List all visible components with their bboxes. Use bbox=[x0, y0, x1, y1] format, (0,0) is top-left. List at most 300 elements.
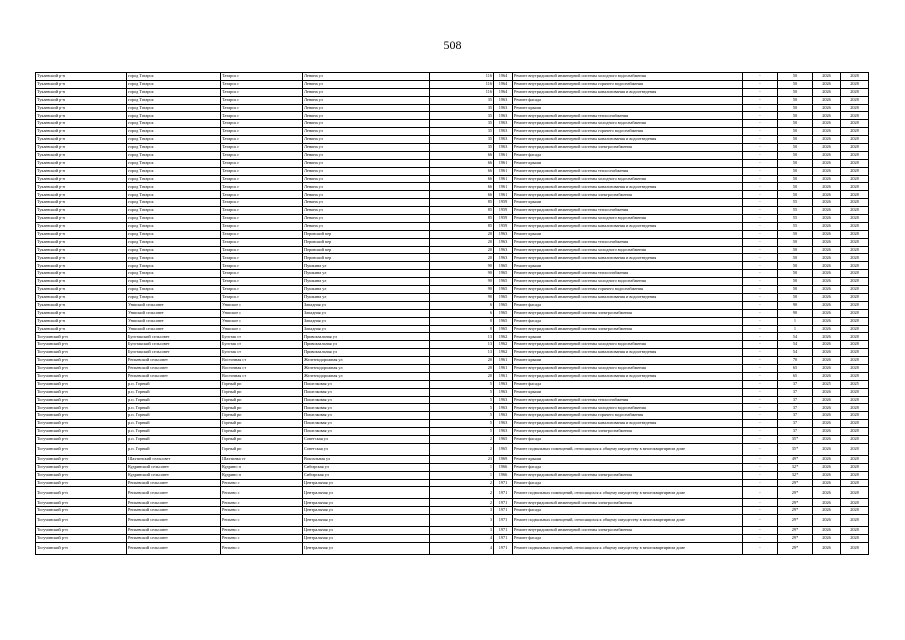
cell-start-year: 2026 bbox=[813, 463, 841, 471]
cell-house-number: 66 bbox=[430, 167, 494, 175]
cell-municipality: город Татарск bbox=[127, 96, 221, 104]
cell-end-year: 2028 bbox=[841, 293, 869, 301]
cell-build-year: 1965 bbox=[494, 301, 513, 309]
cell-start-year: 2026 bbox=[813, 404, 841, 412]
cell-dash: - bbox=[743, 404, 778, 412]
cell-work-type: Ремонт внутридомовой инженерной системы теплоснабжения bbox=[513, 207, 743, 215]
cell-work-type: Ремонт внутридомовой инженерной системы холодного водоснабжения bbox=[513, 120, 743, 128]
cell-start-year: 2026 bbox=[813, 191, 841, 199]
cell-wear-percent: 29* bbox=[778, 479, 813, 487]
cell-municipality: р.п. Горный bbox=[127, 420, 221, 428]
cell-wear-percent: 65 bbox=[778, 372, 813, 380]
table-row bbox=[36, 404, 869, 412]
cell-build-year: 1962 bbox=[494, 333, 513, 341]
cell-work-type: Ремонт внутридомовой инженерной системы холодного водоснабжения bbox=[513, 215, 743, 223]
cell-street: Ленина ул bbox=[303, 183, 430, 191]
cell-district: Тогучинский р-н bbox=[36, 542, 127, 554]
cell-build-year: 1962 bbox=[494, 341, 513, 349]
cell-dash: - bbox=[743, 199, 778, 207]
cell-settlement: Репьево с bbox=[221, 515, 303, 527]
cell-street: Центральная ул bbox=[303, 535, 430, 543]
cell-street: Ленина ул bbox=[303, 96, 430, 104]
cell-dash: - bbox=[743, 191, 778, 199]
table-row bbox=[36, 349, 869, 357]
cell-street: Ленина ул bbox=[303, 151, 430, 159]
cell-settlement: Шахтинка ст bbox=[221, 455, 303, 463]
cell-municipality: Кудринский сельсовет bbox=[127, 471, 221, 479]
cell-work-type: Ремонт внутридомовой инженерной системы теплоснабжения bbox=[513, 270, 743, 278]
table-row bbox=[36, 535, 869, 543]
cell-start-year: 2026 bbox=[813, 341, 841, 349]
cell-build-year: 1965 bbox=[494, 278, 513, 286]
cell-house-number: 13 bbox=[430, 349, 494, 357]
cell-house-number: 85 bbox=[430, 215, 494, 223]
cell-settlement: Татарск г bbox=[221, 183, 303, 191]
cell-start-year: 2026 bbox=[813, 207, 841, 215]
cell-municipality: р.п. Горный bbox=[127, 404, 221, 412]
cell-wear-percent: 50 bbox=[778, 286, 813, 294]
cell-house-number: 66 bbox=[430, 175, 494, 183]
cell-municipality: город Татарск bbox=[127, 88, 221, 96]
cell-district: Тогучинский р-н bbox=[36, 357, 127, 365]
cell-build-year: 1971 bbox=[494, 527, 513, 535]
cell-wear-percent: 50 bbox=[778, 144, 813, 152]
cell-end-year: 2028 bbox=[841, 112, 869, 120]
cell-start-year: 2026 bbox=[813, 120, 841, 128]
cell-municipality: Репьевский сельсовет bbox=[127, 357, 221, 365]
cell-district: Тукаевский р-н bbox=[36, 293, 127, 301]
cell-district: Тукаевский р-н bbox=[36, 325, 127, 333]
cell-dash: - bbox=[743, 278, 778, 286]
cell-district: Тукаевский р-н bbox=[36, 238, 127, 246]
cell-municipality: Репьевский сельсовет bbox=[127, 499, 221, 507]
cell-wear-percent: 50 bbox=[778, 88, 813, 96]
cell-build-year: 1963 bbox=[494, 396, 513, 404]
cell-house-number: 13 bbox=[430, 333, 494, 341]
cell-end-year: 2028 bbox=[841, 270, 869, 278]
cell-wear-percent: 29* bbox=[778, 507, 813, 515]
cell-wear-percent: 37 bbox=[778, 396, 813, 404]
cell-work-type: Ремонт внутридомовой инженерной системы холодного водоснабжения bbox=[513, 278, 743, 286]
cell-street: Центральная ул bbox=[303, 479, 430, 487]
cell-work-type: Ремонт фасада bbox=[513, 96, 743, 104]
cell-build-year: 1971 bbox=[494, 479, 513, 487]
cell-district: Тукаевский р-н bbox=[36, 144, 127, 152]
cell-start-year: 2025 bbox=[813, 380, 841, 388]
table-body bbox=[36, 73, 869, 555]
cell-end-year: 2028 bbox=[841, 507, 869, 515]
cell-street: Ленина ул bbox=[303, 104, 430, 112]
cell-build-year: 1963 bbox=[494, 428, 513, 436]
cell-end-year: 2028 bbox=[841, 463, 869, 471]
cell-end-year: 2028 bbox=[841, 80, 869, 88]
cell-settlement: Репьево с bbox=[221, 535, 303, 543]
cell-settlement: Татарск г bbox=[221, 254, 303, 262]
cell-wear-percent: 54 bbox=[778, 333, 813, 341]
cell-street: Железнодорожная ул bbox=[303, 364, 430, 372]
cell-house-number: 85 bbox=[430, 207, 494, 215]
cell-street: Перовский пер bbox=[303, 246, 430, 254]
cell-municipality: Репьевский сельсовет bbox=[127, 479, 221, 487]
cell-municipality: город Татарск bbox=[127, 254, 221, 262]
table-row bbox=[36, 167, 869, 175]
cell-district: Тукаевский р-н bbox=[36, 136, 127, 144]
cell-dash: - bbox=[743, 388, 778, 396]
cell-street: Ленина ул bbox=[303, 144, 430, 152]
cell-settlement: Татарск г bbox=[221, 88, 303, 96]
cell-municipality: р.п. Горный bbox=[127, 428, 221, 436]
cell-municipality: город Татарск bbox=[127, 112, 221, 120]
cell-house-number: 13 bbox=[430, 341, 494, 349]
cell-work-type: Ремонт подвальных помещений, относящихся к общему имуществу в многоквартирном доме bbox=[513, 542, 743, 554]
cell-house-number: 116 bbox=[430, 80, 494, 88]
cell-street: Ленина ул bbox=[303, 128, 430, 136]
cell-district: Тукаевский р-н bbox=[36, 286, 127, 294]
table-row bbox=[36, 128, 869, 136]
cell-work-type: Ремонт крыши bbox=[513, 159, 743, 167]
cell-settlement: Татарск г bbox=[221, 175, 303, 183]
cell-end-year: 2028 bbox=[841, 317, 869, 325]
table-row bbox=[36, 88, 869, 96]
cell-dash: - bbox=[743, 246, 778, 254]
cell-house-number: 35 bbox=[430, 136, 494, 144]
cell-district: Тукаевский р-н bbox=[36, 88, 127, 96]
cell-settlement: Восточная ст bbox=[221, 357, 303, 365]
cell-work-type: Ремонт внутридомовой инженерной системы горячего водоснабжения bbox=[513, 286, 743, 294]
cell-wear-percent: 37 bbox=[778, 428, 813, 436]
cell-dash: - bbox=[743, 412, 778, 420]
cell-end-year: 2028 bbox=[841, 286, 869, 294]
cell-build-year: 1961 bbox=[494, 175, 513, 183]
cell-work-type: Ремонт внутридомовой инженерной системы канализования и водоотведения bbox=[513, 183, 743, 191]
cell-street: Ленина ул bbox=[303, 80, 430, 88]
cell-dash: - bbox=[743, 120, 778, 128]
cell-district: Тукаевский р-н bbox=[36, 80, 127, 88]
table-row bbox=[36, 144, 869, 152]
cell-street: Советская ул bbox=[303, 435, 430, 443]
cell-end-year: 2028 bbox=[841, 404, 869, 412]
cell-house-number: 20 bbox=[430, 246, 494, 254]
cell-end-year: 2028 bbox=[841, 120, 869, 128]
cell-house-number: 20 bbox=[430, 230, 494, 238]
cell-municipality: город Татарск bbox=[127, 159, 221, 167]
cell-settlement: Татарск г bbox=[221, 238, 303, 246]
cell-house-number: 1 bbox=[430, 463, 494, 471]
cell-settlement: Татарск г bbox=[221, 151, 303, 159]
cell-house-number: 5 bbox=[430, 380, 494, 388]
cell-start-year: 2026 bbox=[813, 262, 841, 270]
cell-street: Центральная ул bbox=[303, 542, 430, 554]
cell-work-type: Ремонт внутридомовой инженерной системы теплоснабжения bbox=[513, 238, 743, 246]
cell-end-year: 2028 bbox=[841, 207, 869, 215]
cell-start-year: 2026 bbox=[813, 293, 841, 301]
cell-house-number: 20 bbox=[430, 357, 494, 365]
cell-street: Привокзальная ул bbox=[303, 341, 430, 349]
table-row bbox=[36, 230, 869, 238]
cell-district: Тогучинский р-н bbox=[36, 435, 127, 443]
cell-house-number: 3 bbox=[430, 507, 494, 515]
cell-dash: - bbox=[743, 435, 778, 443]
table-row bbox=[36, 435, 869, 443]
cell-district: Тогучинский р-н bbox=[36, 372, 127, 380]
cell-settlement: Татарск г bbox=[221, 104, 303, 112]
cell-work-type: Ремонт внутридомовой инженерной системы теплоснабжения bbox=[513, 112, 743, 120]
cell-build-year: 1971 bbox=[494, 542, 513, 554]
cell-start-year: 2026 bbox=[813, 499, 841, 507]
cell-house-number: 35 bbox=[430, 128, 494, 136]
cell-work-type: Ремонт внутридомовой инженерной системы горячего водоснабжения bbox=[513, 412, 743, 420]
cell-end-year: 2028 bbox=[841, 364, 869, 372]
cell-start-year: 2026 bbox=[813, 396, 841, 404]
cell-work-type: Ремонт внутридомовой инженерной системы канализования и водоотведения bbox=[513, 254, 743, 262]
cell-house-number: 5 bbox=[430, 388, 494, 396]
cell-municipality: Уншский сельсовет bbox=[127, 317, 221, 325]
table-row bbox=[36, 507, 869, 515]
page-number: 508 bbox=[443, 38, 462, 52]
cell-wear-percent: 37 bbox=[778, 412, 813, 420]
cell-wear-percent: 29* bbox=[778, 535, 813, 543]
cell-build-year: 1966 bbox=[494, 471, 513, 479]
cell-dash: - bbox=[743, 112, 778, 120]
cell-settlement: Татарск г bbox=[221, 286, 303, 294]
cell-district: Тукаевский р-н bbox=[36, 270, 127, 278]
cell-municipality: р.п. Горный bbox=[127, 435, 221, 443]
cell-wear-percent: 55 bbox=[778, 207, 813, 215]
cell-wear-percent: 50 bbox=[778, 293, 813, 301]
cell-settlement: Татарск г bbox=[221, 262, 303, 270]
cell-settlement: Уншское с bbox=[221, 317, 303, 325]
cell-district: Тогучинский р-н bbox=[36, 515, 127, 527]
cell-house-number: 8 bbox=[430, 325, 494, 333]
cell-build-year: 1962 bbox=[494, 349, 513, 357]
table-row bbox=[36, 479, 869, 487]
cell-house-number: 66 bbox=[430, 159, 494, 167]
cell-start-year: 2026 bbox=[813, 80, 841, 88]
cell-municipality: город Татарск bbox=[127, 191, 221, 199]
cell-municipality: город Татарск bbox=[127, 262, 221, 270]
cell-start-year: 2026 bbox=[813, 175, 841, 183]
cell-work-type: Ремонт фасада bbox=[513, 301, 743, 309]
cell-end-year: 2028 bbox=[841, 471, 869, 479]
table-row bbox=[36, 120, 869, 128]
cell-wear-percent: 50 bbox=[778, 96, 813, 104]
cell-district: Тукаевский р-н bbox=[36, 112, 127, 120]
cell-district: Тукаевский р-н bbox=[36, 222, 127, 230]
cell-wear-percent: 55 bbox=[778, 222, 813, 230]
cell-house-number: 35 bbox=[430, 104, 494, 112]
cell-municipality: Репьевский сельсовет bbox=[127, 507, 221, 515]
cell-wear-percent: 55 bbox=[778, 199, 813, 207]
cell-start-year: 2026 bbox=[813, 230, 841, 238]
cell-street: Ленина ул bbox=[303, 191, 430, 199]
cell-work-type: Ремонт подвальных помещений, относящихся к общему имуществу в многоквартирном доме bbox=[513, 443, 743, 455]
cell-wear-percent: 49* bbox=[778, 455, 813, 463]
cell-municipality: город Татарск bbox=[127, 144, 221, 152]
cell-build-year: 1971 bbox=[494, 515, 513, 527]
cell-house-number: 2 bbox=[430, 443, 494, 455]
cell-end-year: 2028 bbox=[841, 144, 869, 152]
cell-house-number: 2 bbox=[430, 487, 494, 499]
cell-dash: - bbox=[743, 349, 778, 357]
cell-wear-percent: 90 bbox=[778, 301, 813, 309]
cell-house-number: 90 bbox=[430, 293, 494, 301]
cell-start-year: 2026 bbox=[813, 325, 841, 333]
cell-house-number: 6 bbox=[430, 309, 494, 317]
cell-street: Пошелковая ул bbox=[303, 412, 430, 420]
cell-work-type: Ремонт внутридомовой инженерной системы горячего водоснабжения bbox=[513, 80, 743, 88]
cell-district: Тогучинский р-н bbox=[36, 341, 127, 349]
cell-dash: - bbox=[743, 380, 778, 388]
cell-municipality: Репьевский сельсовет bbox=[127, 535, 221, 543]
cell-work-type: Ремонт крыши bbox=[513, 230, 743, 238]
cell-municipality: город Татарск bbox=[127, 167, 221, 175]
cell-street: Ленина ул bbox=[303, 215, 430, 223]
cell-build-year: 1959 bbox=[494, 199, 513, 207]
cell-settlement: Кудрино п bbox=[221, 471, 303, 479]
cell-settlement: Татарск г bbox=[221, 96, 303, 104]
cell-settlement: Кудрино п bbox=[221, 463, 303, 471]
cell-wear-percent: 50 bbox=[778, 246, 813, 254]
cell-wear-percent: 37 bbox=[778, 380, 813, 388]
cell-wear-percent: 50 bbox=[778, 238, 813, 246]
cell-district: Тукаевский р-н bbox=[36, 215, 127, 223]
cell-street: Железнодорожная ул bbox=[303, 357, 430, 365]
cell-street: Перовский пер bbox=[303, 230, 430, 238]
cell-dash: - bbox=[743, 159, 778, 167]
cell-house-number: 66 bbox=[430, 151, 494, 159]
cell-settlement: Татарск г bbox=[221, 144, 303, 152]
table-row bbox=[36, 309, 869, 317]
cell-dash: - bbox=[743, 443, 778, 455]
cell-work-type: Ремонт внутридомовой инженерной системы электроснабжения bbox=[513, 325, 743, 333]
cell-build-year: 1959 bbox=[494, 207, 513, 215]
cell-municipality: Буготакский сельсовет bbox=[127, 349, 221, 357]
cell-street: Пушкина ул bbox=[303, 270, 430, 278]
cell-dash: - bbox=[743, 428, 778, 436]
cell-street: Ленина ул bbox=[303, 73, 430, 81]
cell-street: Пошелковая ул bbox=[303, 428, 430, 436]
cell-end-year: 2028 bbox=[841, 262, 869, 270]
cell-district: Тукаевский р-н bbox=[36, 73, 127, 81]
cell-end-year: 2028 bbox=[841, 191, 869, 199]
cell-street: Центральная ул bbox=[303, 515, 430, 527]
cell-start-year: 2026 bbox=[813, 112, 841, 120]
cell-end-year: 2028 bbox=[841, 199, 869, 207]
cell-municipality: Репьевский сельсовет bbox=[127, 542, 221, 554]
cell-dash: - bbox=[743, 167, 778, 175]
cell-district: Тогучинский р-н bbox=[36, 396, 127, 404]
cell-settlement: Татарск г bbox=[221, 112, 303, 120]
cell-start-year: 2026 bbox=[813, 388, 841, 396]
cell-start-year: 2026 bbox=[813, 455, 841, 463]
table-row bbox=[36, 317, 869, 325]
cell-municipality: Буготакский сельсовет bbox=[127, 341, 221, 349]
cell-street: Центральная ул bbox=[303, 527, 430, 535]
cell-district: Тогучинский р-н bbox=[36, 443, 127, 455]
document-table-container bbox=[35, 72, 868, 555]
cell-dash: - bbox=[743, 222, 778, 230]
cell-house-number: 8 bbox=[430, 317, 494, 325]
cell-house-number: 90 bbox=[430, 262, 494, 270]
cell-municipality: город Татарск bbox=[127, 104, 221, 112]
cell-settlement: Горный рп bbox=[221, 380, 303, 388]
cell-start-year: 2026 bbox=[813, 479, 841, 487]
cell-work-type: Ремонт внутридомовой инженерной системы электроснабжения bbox=[513, 499, 743, 507]
cell-end-year: 2028 bbox=[841, 183, 869, 191]
cell-street: Сибирская ул bbox=[303, 463, 430, 471]
table-row bbox=[36, 96, 869, 104]
cell-street: Западная ул bbox=[303, 325, 430, 333]
cell-end-year: 2028 bbox=[841, 333, 869, 341]
cell-district: Тукаевский р-н bbox=[36, 183, 127, 191]
cell-municipality: Уншский сельсовет bbox=[127, 301, 221, 309]
cell-end-year: 2028 bbox=[841, 159, 869, 167]
cell-house-number: 35 bbox=[430, 120, 494, 128]
table-row bbox=[36, 527, 869, 535]
cell-street: Пушкина ул bbox=[303, 293, 430, 301]
cell-start-year: 2026 bbox=[813, 535, 841, 543]
cell-wear-percent: 50 bbox=[778, 73, 813, 81]
cell-district: Тукаевский р-н bbox=[36, 167, 127, 175]
cell-settlement: Татарск г bbox=[221, 222, 303, 230]
cell-dash: - bbox=[743, 396, 778, 404]
cell-build-year: 1964 bbox=[494, 73, 513, 81]
cell-work-type: Ремонт фасада bbox=[513, 317, 743, 325]
cell-start-year: 2026 bbox=[813, 428, 841, 436]
cell-wear-percent: 50 bbox=[778, 191, 813, 199]
cell-end-year: 2028 bbox=[841, 428, 869, 436]
table-row bbox=[36, 487, 869, 499]
cell-settlement: Татарск г bbox=[221, 120, 303, 128]
cell-build-year: 1961 bbox=[494, 364, 513, 372]
cell-start-year: 2026 bbox=[813, 246, 841, 254]
cell-build-year: 1963 bbox=[494, 144, 513, 152]
cell-wear-percent: 50 bbox=[778, 183, 813, 191]
cell-house-number: 35 bbox=[430, 96, 494, 104]
cell-street: Пушкина ул bbox=[303, 262, 430, 270]
table-row bbox=[36, 357, 869, 365]
cell-district: Тогучинский р-н bbox=[36, 499, 127, 507]
cell-end-year: 2028 bbox=[841, 341, 869, 349]
cell-work-type: Ремонт внутридомовой инженерной системы холодного водоснабжения bbox=[513, 246, 743, 254]
cell-municipality: город Татарск bbox=[127, 151, 221, 159]
cell-start-year: 2026 bbox=[813, 144, 841, 152]
cell-municipality: город Татарск bbox=[127, 136, 221, 144]
cell-work-type: Ремонт внутридомовой инженерной системы холодного водоснабжения bbox=[513, 341, 743, 349]
cell-wear-percent: 50 bbox=[778, 159, 813, 167]
cell-end-year: 2028 bbox=[841, 443, 869, 455]
table-row bbox=[36, 412, 869, 420]
cell-house-number: 2 bbox=[430, 499, 494, 507]
cell-wear-percent: 29* bbox=[778, 487, 813, 499]
cell-end-year: 2028 bbox=[841, 325, 869, 333]
cell-build-year: 1961 bbox=[494, 151, 513, 159]
cell-house-number: 20 bbox=[430, 238, 494, 246]
cell-wear-percent: 37 bbox=[778, 420, 813, 428]
table-row bbox=[36, 104, 869, 112]
cell-start-year: 2026 bbox=[813, 364, 841, 372]
cell-municipality: город Татарск bbox=[127, 120, 221, 128]
cell-street: Советская ул bbox=[303, 443, 430, 455]
cell-work-type: Ремонт внутридомовой инженерной системы электроснабжения bbox=[513, 191, 743, 199]
cell-start-year: 2026 bbox=[813, 309, 841, 317]
cell-street: Западная ул bbox=[303, 301, 430, 309]
cell-wear-percent: 70 bbox=[778, 357, 813, 365]
table-row bbox=[36, 80, 869, 88]
cell-end-year: 2028 bbox=[841, 372, 869, 380]
cell-municipality: Репьевский сельсовет bbox=[127, 372, 221, 380]
cell-dash: - bbox=[743, 80, 778, 88]
